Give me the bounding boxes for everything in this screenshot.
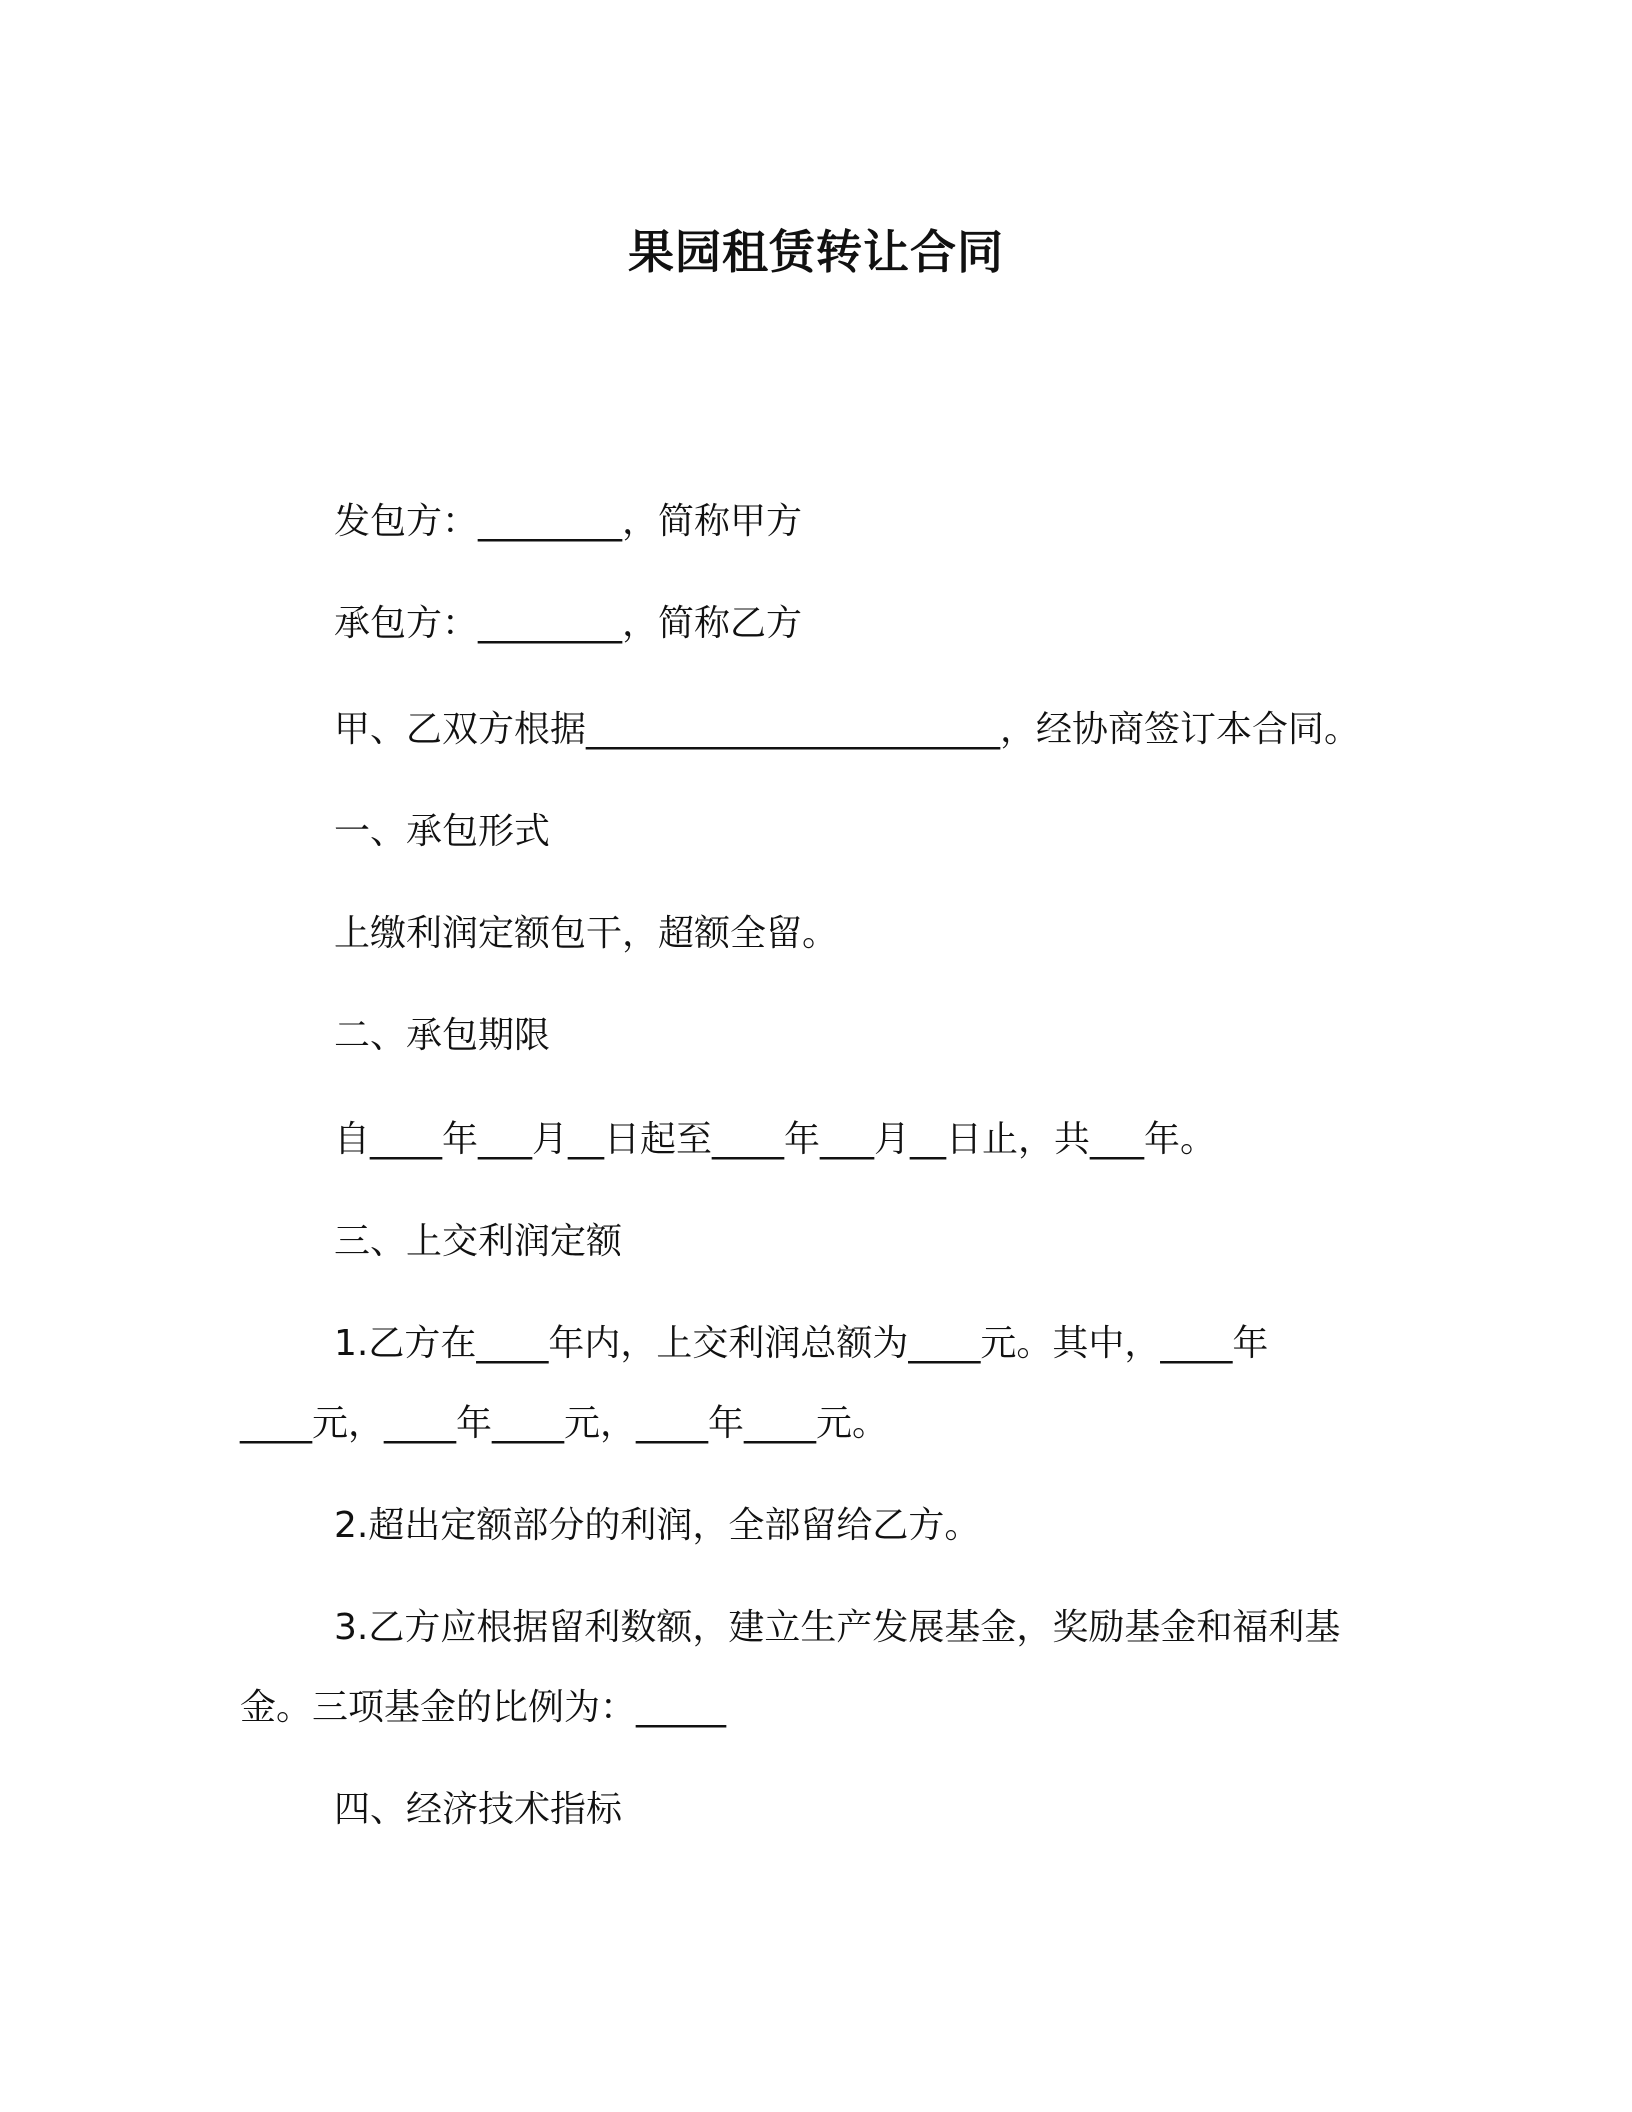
- party-a-line: 发包方：________，简称甲方: [334, 501, 803, 542]
- section-3-item-3-line-2: 金。三项基金的比例为：_____: [240, 1687, 727, 1728]
- section-3-heading: 三、上交利润定额: [334, 1221, 623, 1262]
- party-b-line: 承包方：________，简称乙方: [334, 603, 803, 644]
- section-3-item-3-line-1: 3.乙方应根据留利数额，建立生产发展基金，奖励基金和福利基: [334, 1607, 1341, 1648]
- section-3-item-1-line-2: ____元，____年____元，____年____元。: [240, 1403, 889, 1444]
- agreement-basis-line: 甲、乙双方根据_______________________，经协商签订本合同。: [334, 709, 1361, 750]
- section-1-body: 上缴利润定额包干，超额全留。: [334, 913, 839, 954]
- section-2-body: 自____年___月__日起至____年___月__日止，共___年。: [334, 1119, 1217, 1160]
- section-3-item-1-line-1: 1.乙方在____年内，上交利润总额为____元。其中，____年: [334, 1323, 1269, 1364]
- section-3-item-2: 2.超出定额部分的利润，全部留给乙方。: [334, 1505, 981, 1546]
- document-title: 果园租赁转让合同: [628, 225, 1004, 279]
- section-4-heading: 四、经济技术指标: [334, 1789, 623, 1830]
- section-2-heading: 二、承包期限: [334, 1015, 551, 1056]
- section-1-heading: 一、承包形式: [334, 811, 551, 852]
